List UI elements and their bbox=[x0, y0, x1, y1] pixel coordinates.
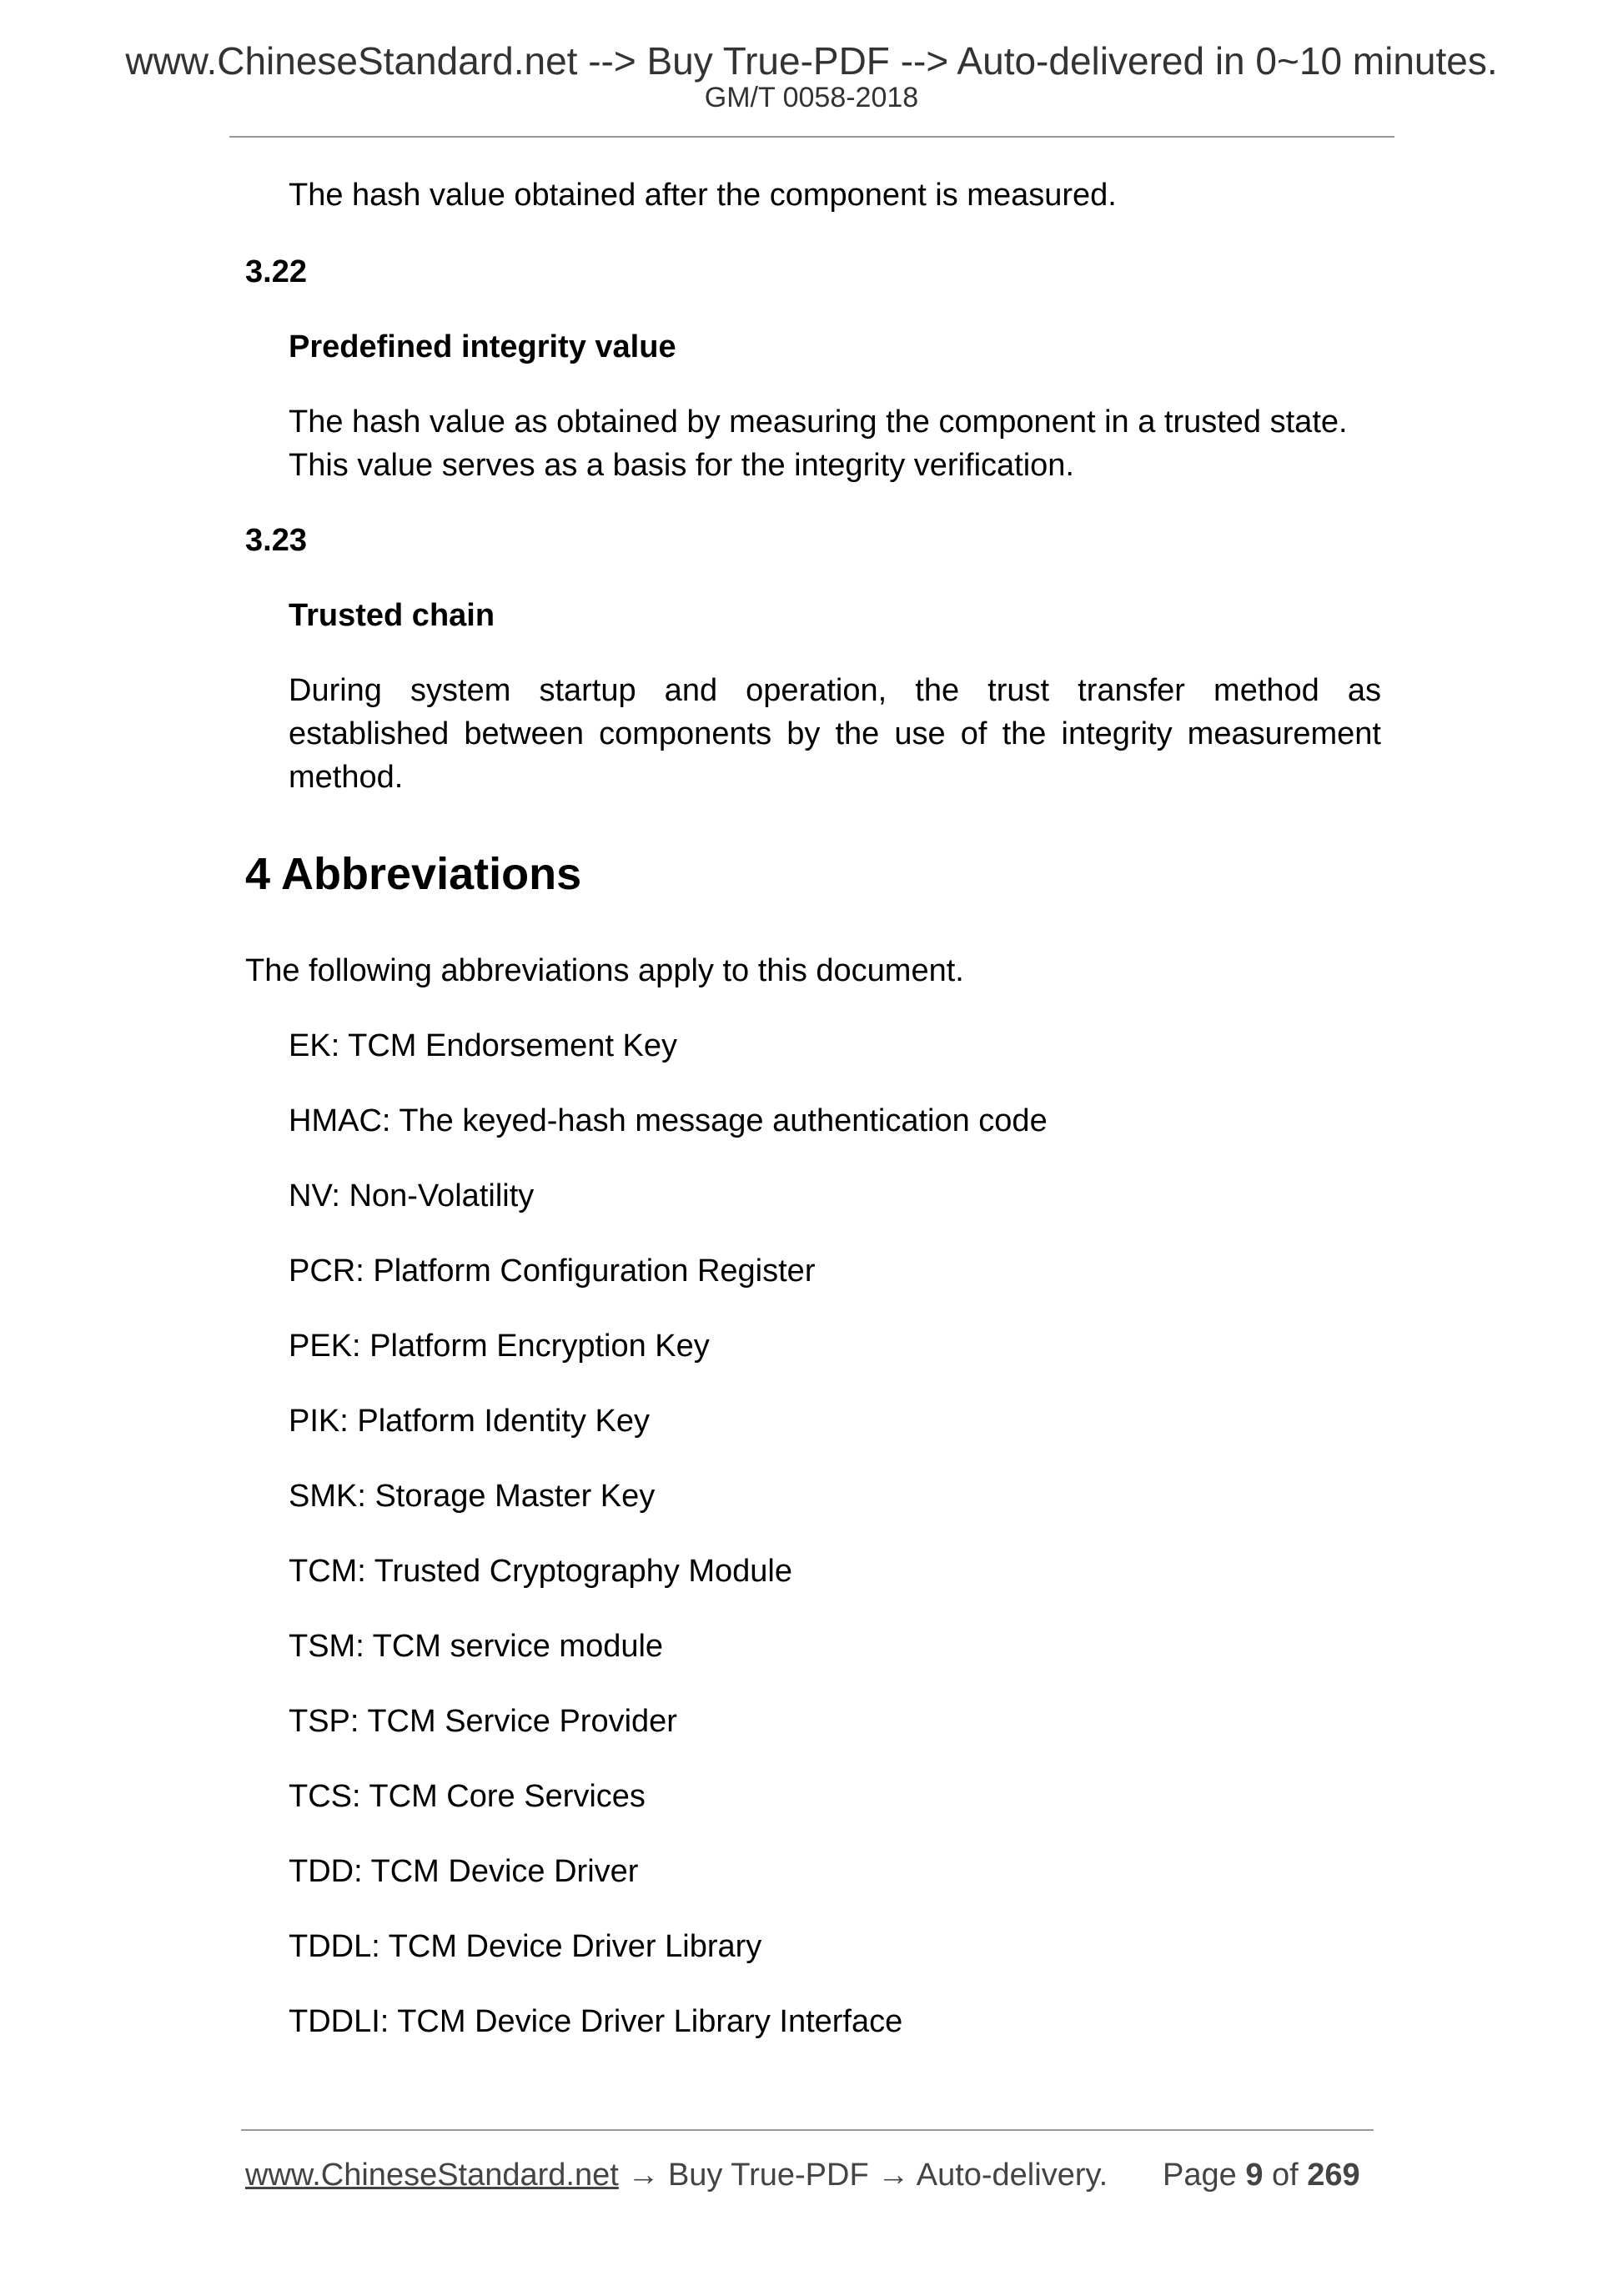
definition-line: established between components by the use of the integrity measurement bbox=[289, 716, 1381, 751]
abbreviation-item: PEK: Platform Encryption Key bbox=[289, 1329, 710, 1364]
section-intro: The following abbreviations apply to this document. bbox=[245, 953, 964, 988]
definition-line: method. bbox=[289, 760, 404, 795]
header-banner: www.ChineseStandard.net --> Buy True-PDF --> Auto-delivered in 0~10 minutes. bbox=[125, 39, 1498, 83]
clause-number-3-22: 3.22 bbox=[245, 254, 307, 289]
arrow-right-icon: → bbox=[877, 2158, 910, 2193]
term-trusted-chain: Trusted chain bbox=[289, 598, 495, 633]
clause-number-3-23: 3.23 bbox=[245, 523, 307, 558]
term-predefined-integrity-value: Predefined integrity value bbox=[289, 329, 676, 364]
section-heading-abbreviations: 4 Abbreviations bbox=[245, 849, 582, 899]
definition-line: During system startup and operation, the trust transfer method as bbox=[289, 673, 1381, 708]
abbreviation-item: PIK: Platform Identity Key bbox=[289, 1404, 650, 1439]
definition-paragraph bbox=[289, 669, 1381, 799]
abbreviation-item: TDDL: TCM Device Driver Library bbox=[289, 1929, 762, 1964]
footer-divider bbox=[241, 2129, 1374, 2131]
abbreviation-item: EK: TCM Endorsement Key bbox=[289, 1028, 678, 1063]
abbreviation-item: HMAC: The keyed-hash message authentication code bbox=[289, 1103, 1048, 1138]
abbreviation-item: TDDLI: TCM Device Driver Library Interface bbox=[289, 2004, 903, 2039]
definition-line: The hash value as obtained by measuring the component in a trusted state. bbox=[289, 404, 1348, 440]
page-label: Page bbox=[1163, 2158, 1237, 2193]
footer-promo bbox=[245, 2154, 1108, 2196]
footer-site-link[interactable]: www.ChineseStandard.net bbox=[245, 2158, 619, 2193]
total-pages: 269 bbox=[1307, 2158, 1360, 2193]
definition-line: This value serves as a basis for the integrity verification. bbox=[289, 448, 1074, 483]
page-indicator bbox=[1163, 2154, 1360, 2196]
of-label: of bbox=[1272, 2158, 1299, 2193]
page-number: 9 bbox=[1245, 2158, 1264, 2193]
abbreviation-item: SMK: Storage Master Key bbox=[289, 1479, 656, 1514]
definition-continuation: The hash value obtained after the component is measured. bbox=[289, 178, 1117, 213]
arrow-right-icon: → bbox=[627, 2158, 660, 2193]
abbreviation-item: NV: Non-Volatility bbox=[289, 1178, 535, 1213]
footer-buy-text: Buy True-PDF bbox=[667, 2158, 869, 2193]
header-divider bbox=[229, 136, 1394, 138]
standard-code: GM/T 0058-2018 bbox=[704, 82, 919, 113]
abbreviation-item: TDD: TCM Device Driver bbox=[289, 1854, 639, 1889]
abbreviation-item: TCS: TCM Core Services bbox=[289, 1779, 646, 1814]
footer-delivery-text: Auto-delivery. bbox=[916, 2158, 1108, 2193]
abbreviation-item: TCM: Trusted Cryptography Module bbox=[289, 1554, 793, 1589]
abbreviation-item: PCR: Platform Configuration Register bbox=[289, 1254, 816, 1289]
abbreviation-item: TSP: TCM Service Provider bbox=[289, 1704, 677, 1739]
abbreviation-item: TSM: TCM service module bbox=[289, 1629, 664, 1664]
